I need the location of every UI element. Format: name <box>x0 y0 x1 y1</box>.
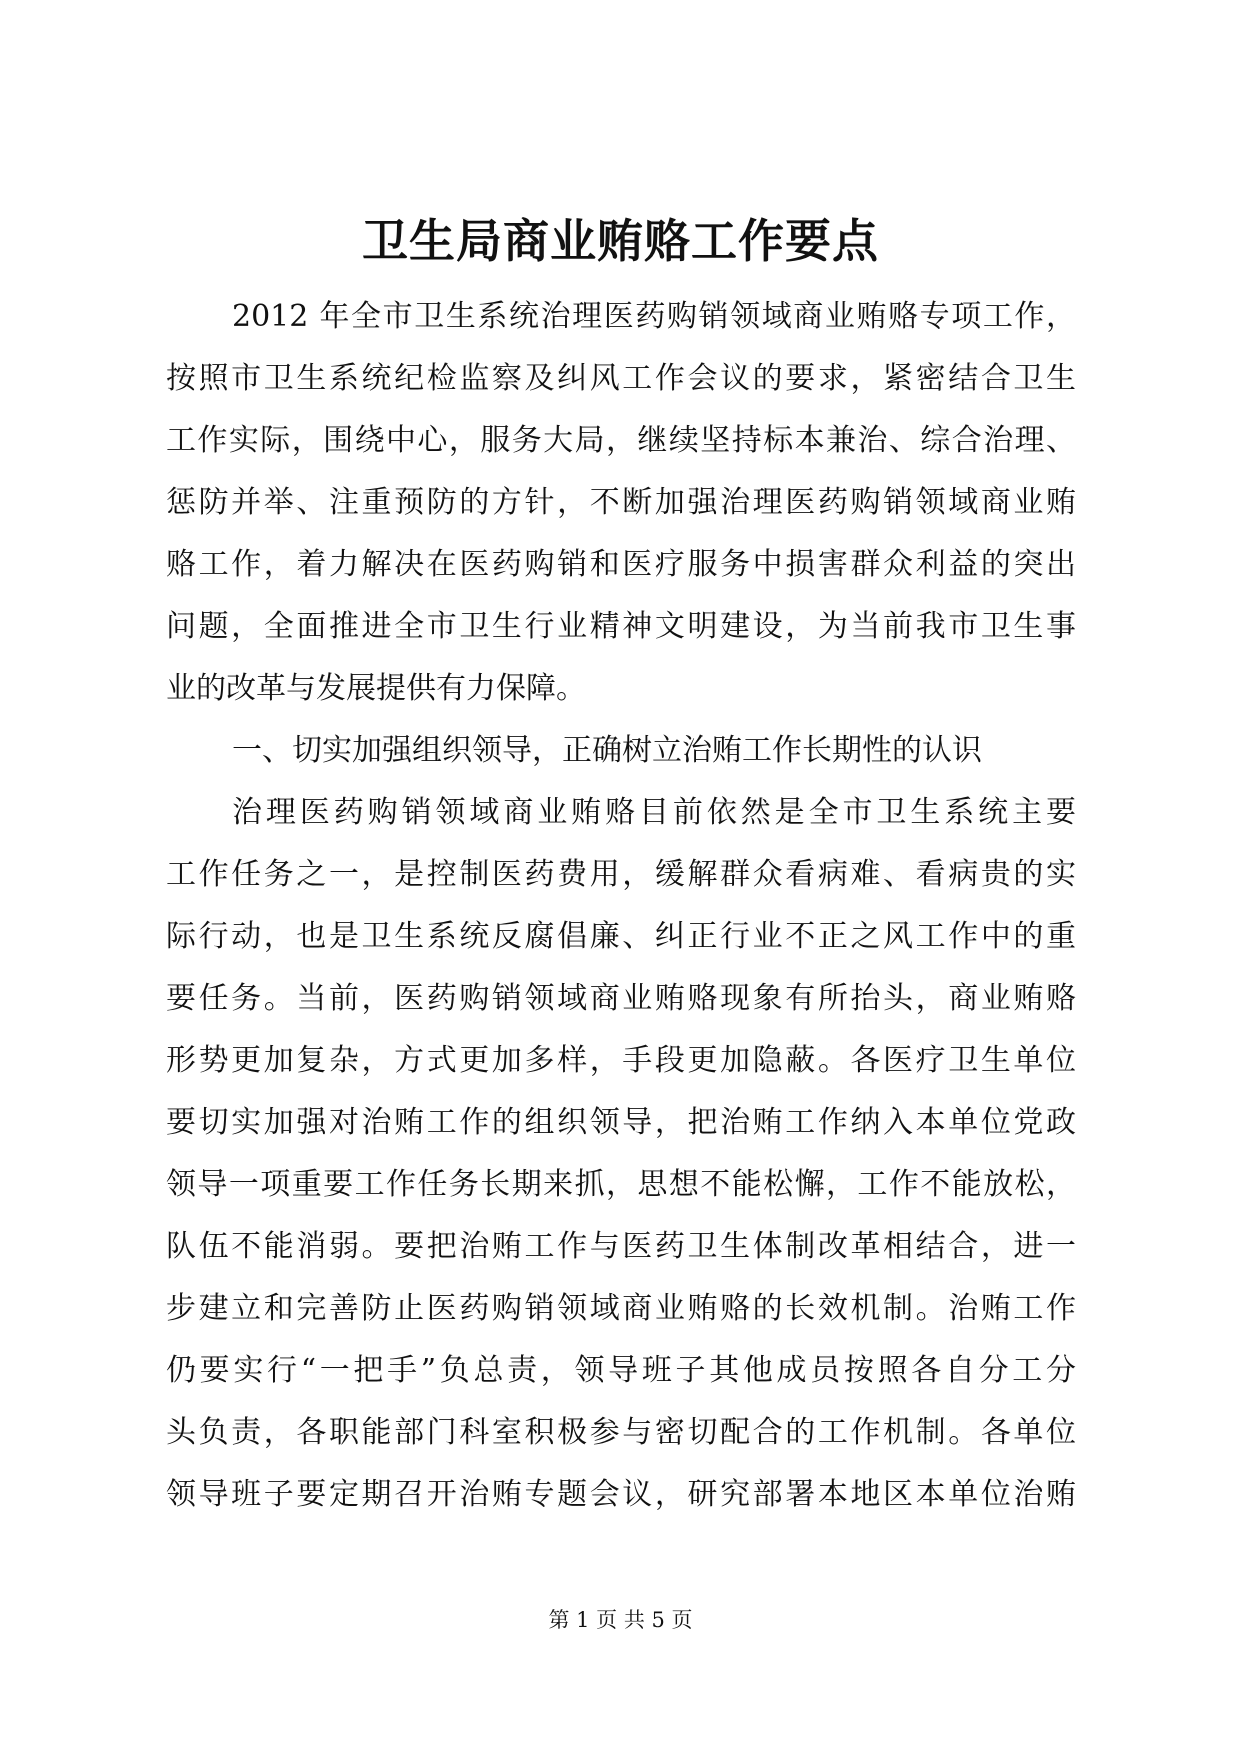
paragraph-line: 赂工作，着力解决在医药购销和医疗服务中损害群众利益的突出 <box>166 547 1076 582</box>
paragraph-line: 步建立和完善防止医药购销领域商业贿赂的长效机制。治贿工作 <box>166 1291 1076 1326</box>
paragraph-line: 业的改革与发展提供有力保障。 <box>166 671 586 706</box>
section-heading: 一、切实加强组织领导，正确树立治贿工作长期性的认识 <box>232 733 982 768</box>
paragraph-line: 头负责，各职能部门科室积极参与密切配合的工作机制。各单位 <box>166 1415 1076 1450</box>
paragraph-line: 要切实加强对治贿工作的组织领导，把治贿工作纳入本单位党政 <box>166 1105 1076 1140</box>
page-footer: 第 1 页 共 5 页 <box>548 1608 693 1632</box>
paragraph-line: 工作任务之一，是控制医药费用，缓解群众看病难、看病贵的实 <box>166 857 1076 892</box>
paragraph-line: 问题，全面推进全市卫生行业精神文明建设，为当前我市卫生事 <box>166 609 1076 644</box>
paragraph-line: 要任务。当前，医药购销领域商业贿赂现象有所抬头，商业贿赂 <box>166 981 1076 1016</box>
paragraph-line: 按照市卫生系统纪检监察及纠风工作会议的要求，紧密结合卫生 <box>166 361 1076 396</box>
document-title: 卫生局商业贿赂工作要点 <box>362 214 879 268</box>
paragraph-line: 形势更加复杂，方式更加多样，手段更加隐蔽。各医疗卫生单位 <box>166 1043 1076 1078</box>
paragraph-line: 领导一项重要工作任务长期来抓，思想不能松懈，工作不能放松， <box>166 1167 1076 1202</box>
paragraph-line: 领导班子要定期召开治贿专题会议，研究部署本地区本单位治贿 <box>166 1477 1076 1512</box>
paragraph-line: 际行动，也是卫生系统反腐倡廉、纠正行业不正之风工作中的重 <box>166 919 1076 954</box>
paragraph-line: 2012 年全市卫生系统治理医药购销领域商业贿赂专项工作， <box>232 299 1076 334</box>
paragraph-line: 惩防并举、注重预防的方针，不断加强治理医药购销领域商业贿 <box>166 485 1076 520</box>
paragraph-line: 工作实际，围绕中心，服务大局，继续坚持标本兼治、综合治理、 <box>166 423 1076 458</box>
paragraph-line: 队伍不能消弱。要把治贿工作与医药卫生体制改革相结合，进一 <box>166 1229 1076 1264</box>
document-body <box>166 286 1076 1526</box>
paragraph-line: 仍要实行“一把手”负总责，领导班子其他成员按照各自分工分 <box>166 1353 1076 1388</box>
paragraph-line: 治理医药购销领域商业贿赂目前依然是全市卫生系统主要 <box>232 795 1076 830</box>
